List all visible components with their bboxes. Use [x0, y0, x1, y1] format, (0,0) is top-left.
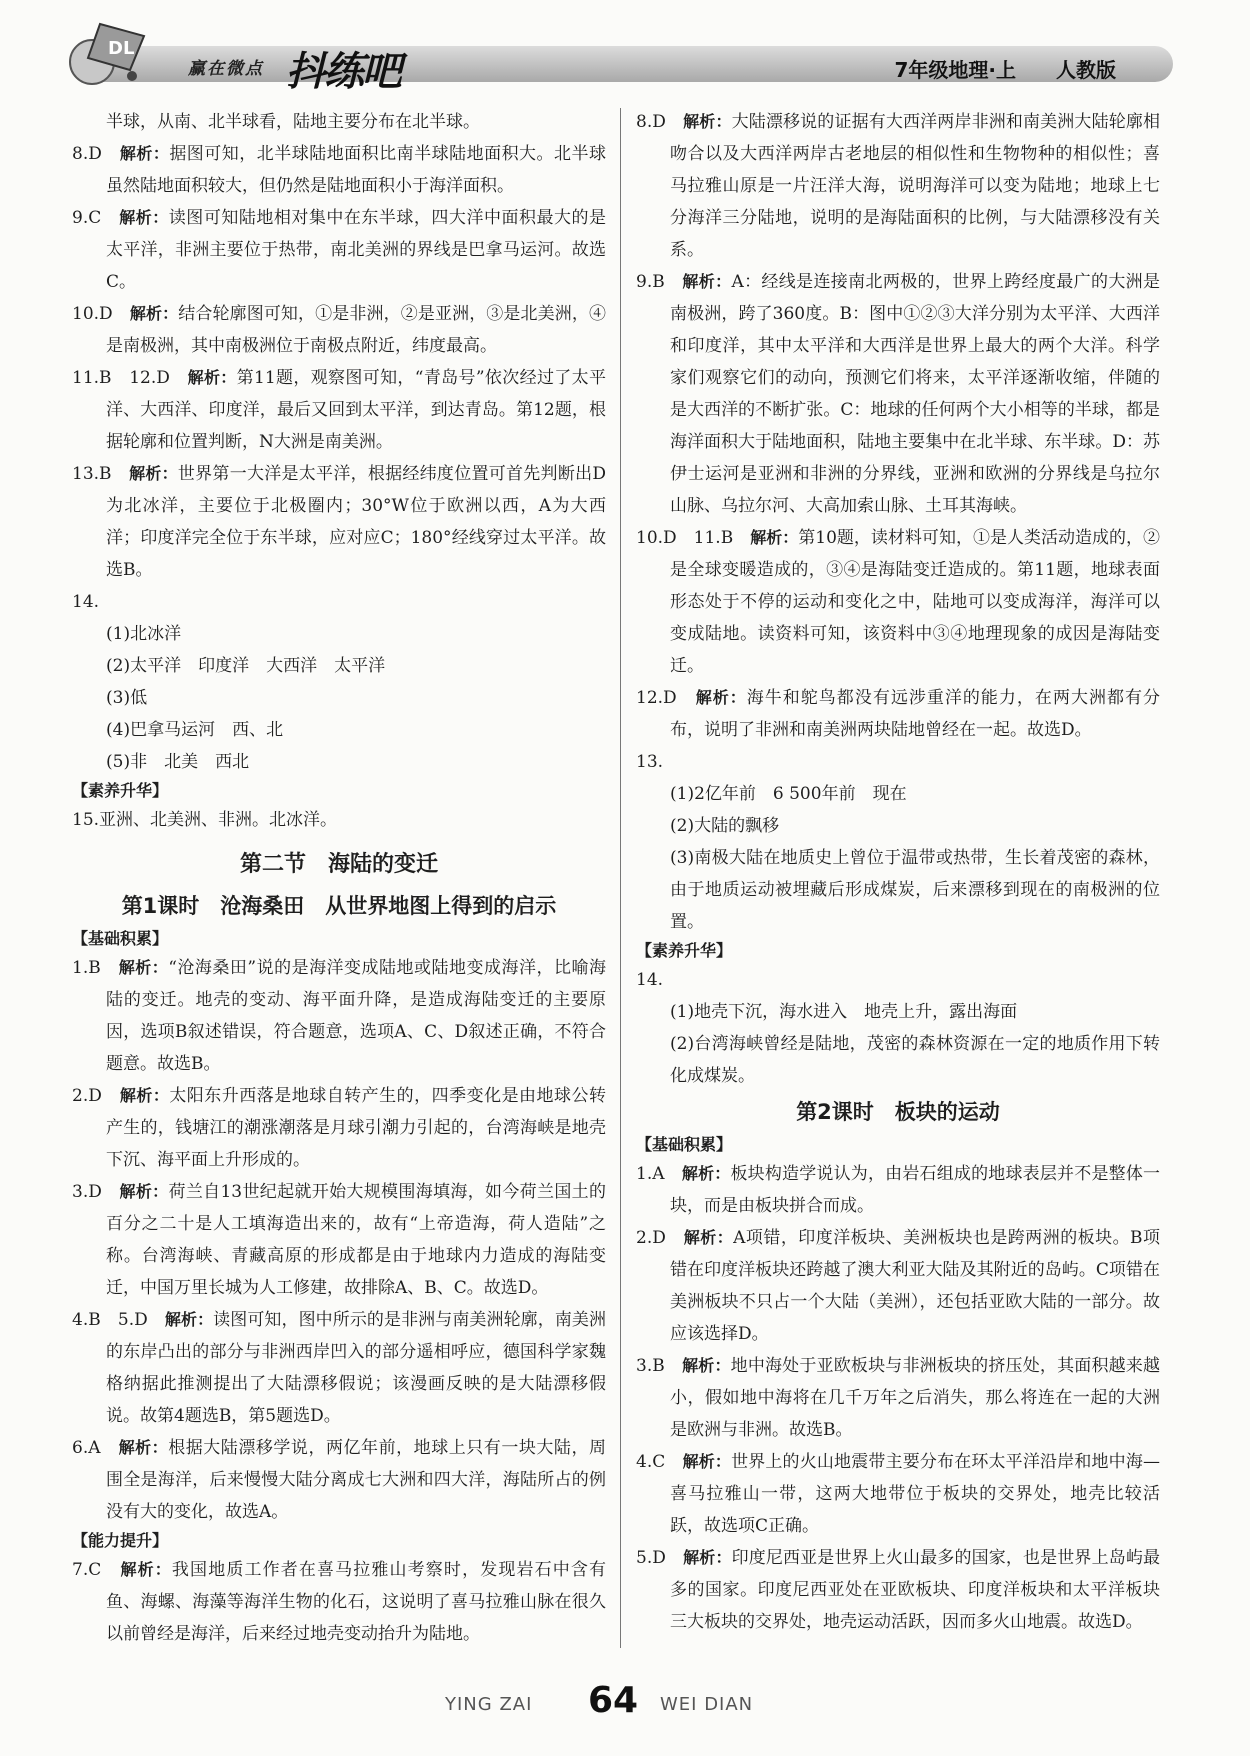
answer-text: 地中海处于亚欧板块与非洲板块的挤压处，其面积越来越小，假如地中海将在几千万年之后消失，那么将连在一起的大洲是欧洲与非洲。故选B。 [670, 1356, 1160, 1440]
answer-number: 3.D [72, 1182, 102, 1202]
answer-number: 9.B [636, 272, 665, 292]
lesson-title: 第2课时 板块的运动 [796, 1100, 1000, 1124]
answer-part: (4)巴拿马运河 西、北 [106, 720, 284, 740]
answer-text: 第11题，观察图可知，“青岛号”依次经过了太平洋、大西洋、印度洋，最后又回到太平洋，到达青岛。第12题，根据轮廓和位置判断，N大洲是南美洲。 [106, 368, 606, 452]
answer-part: (2)台湾海峡曾经是陆地，茂密的森林资源在一定的地质作用下转化成煤炭。 [670, 1034, 1160, 1086]
answer-part: (1)2亿年前 6 500年前 现在 [670, 784, 907, 804]
header-brand: 抖练吧 [286, 48, 400, 95]
footer-left: YING ZAI [445, 1694, 533, 1715]
answer-item [636, 106, 1160, 266]
answer-item [636, 1446, 1160, 1542]
answer-number: 14. [636, 970, 664, 990]
header-edition: 人教版 [1056, 58, 1116, 82]
analysis-label: 解析： [681, 1164, 731, 1183]
answer-number: 7.C [72, 1560, 102, 1580]
answer-number: 2.D [636, 1228, 666, 1248]
answer-text: “沧海桑田”说的是海洋变成陆地或陆地变成海洋，比喻海陆的变迁。地壳的变动、海平面升降，是造成海陆变迁的主要原因，选项B叙述错误，符合题意，选项A、C、D叙述正确，不符合题意。故选B。 [106, 958, 606, 1074]
analysis-label: 解析： [119, 144, 170, 163]
analysis-label: 解析： [750, 528, 799, 547]
analysis-label: 解析： [682, 272, 732, 291]
answer-text: 结合轮廓图可知，①是非洲，②是亚洲，③是北美洲，④是南极洲，其中南极洲位于南极点附近，纬度最高。 [106, 304, 606, 356]
analysis-label: 解析： [683, 1548, 732, 1567]
answer-number: 5.D [636, 1548, 666, 1568]
answer-item: 15.亚洲、北美洲、非洲。北冰洋。 [72, 810, 338, 830]
section-tag: 【素养升华】 [636, 941, 733, 960]
answer-text: 读图可知，图中所示的是非洲与南美洲轮廓，南美洲的东岸凸出的部分与非洲西岸凹入的部分遥相呼应，德国科学家魏格纳据此推测提出了大陆漂移假说；该漫画反映的是大陆漂移假说。故第4题选B，第5题选D。 [106, 1310, 607, 1426]
answer-part: (2)太平洋 印度洋 大西洋 太平洋 [106, 656, 386, 676]
answer-number: 10.D 11.B [636, 528, 734, 548]
answer-part: (1)北冰洋 [106, 624, 182, 644]
answer-item [72, 362, 606, 458]
analysis-label: 解析： [119, 1182, 169, 1201]
answer-item [636, 1222, 1160, 1350]
analysis-label: 解析： [118, 958, 169, 977]
answer-text: 世界第一大洋是太平洋，根据经纬度位置可首先判断出D为北冰洋，主要位于北极圈内；30°W位于欧洲以西，A为大西洋；印度洋完全位于东半球，应对应C；180°经线穿过太平洋。故选B。 [106, 464, 606, 580]
right-column [636, 106, 1160, 1638]
answer-item [72, 458, 606, 586]
answer-item [72, 1432, 606, 1528]
answer-text: 世界上的火山地震带主要分布在环太平洋沿岸和地中海—喜马拉雅山一带，这两大地带位于板块的交界处，地壳比较活跃，故选项C正确。 [670, 1452, 1160, 1536]
answer-number: 2.D [72, 1086, 102, 1106]
answer-item [72, 138, 606, 202]
answer-item [636, 266, 1160, 522]
header-grade: 7年级地理·上 [894, 58, 1016, 82]
answer-part: (2)大陆的飘移 [670, 816, 780, 836]
answer-item [72, 1080, 606, 1176]
analysis-label: 解析： [129, 464, 178, 483]
answer-continuation: 半球，从南、北半球看，陆地主要分布在北半球。 [106, 112, 480, 132]
answer-text: A项错，印度洋板块、美洲板块也是跨两洲的板块。B项错在印度洋板块还跨越了澳大利亚大陆及其附近的岛屿。C项错在美洲板块不只占一个大陆（美洲），还包括亚欧大陆的一部分。故应该选择D。 [670, 1228, 1160, 1344]
lesson-title: 第1课时 沧海桑田 从世界地图上得到的启示 [121, 894, 557, 918]
answer-number: 4.B 5.D [72, 1310, 148, 1330]
analysis-label: 解析： [695, 688, 747, 707]
answer-number: 14. [72, 592, 100, 612]
answer-text: 第10题，读材料可知，①是人类活动造成的，②是全球变暖造成的，③④是海陆变迁造成的。第11题，地球表面形态处于不停的运动和变化之中，陆地可以变成海洋，海洋可以变成陆地。读资料可知，该资料中③④地理现象的成因是海陆变迁。 [670, 528, 1161, 676]
answer-item [636, 522, 1160, 682]
answer-item [72, 952, 606, 1080]
answer-number: 13. [636, 752, 664, 772]
analysis-label: 解析： [118, 1438, 169, 1457]
analysis-label: 解析： [683, 112, 732, 131]
answer-text: 据图可知，北半球陆地面积比南半球陆地面积大。北半球虽然陆地面积较大，但仍然是陆地面积小于海洋面积。 [106, 144, 607, 196]
header-slogan: 赢在微点 [188, 59, 264, 79]
section-tag: 【素养升华】 [72, 781, 169, 800]
answer-number: 6.A [72, 1438, 101, 1458]
answer-text: 太阳东升西落是地球自转产生的，四季变化是由地球公转产生的，钱塘江的潮涨潮落是月球引潮力引起的，台湾海峡是地壳下沉、海平面上升形成的。 [106, 1086, 607, 1170]
answer-number: 4.C [636, 1452, 666, 1472]
answer-part: (3)南极大陆在地质史上曾位于温带或热带，生长着茂密的森林，由于地质运动被埋藏后形成煤炭，后来漂移到现在的南极洲的位置。 [670, 848, 1160, 932]
answer-item [72, 1554, 606, 1650]
analysis-label: 解析： [683, 1228, 734, 1247]
column-divider [620, 108, 621, 1648]
answer-text: 印度尼西亚是世界上火山最多的国家，也是世界上岛屿最多的国家。印度尼西亚处在亚欧板块、印度洋板块和太平洋板块三大板块的交界处，地壳运动活跃，因而多火山地震。故选D。 [670, 1548, 1161, 1632]
analysis-label: 解析： [120, 1560, 172, 1579]
section-tag: 【能力提升】 [72, 1531, 169, 1550]
answer-part: (1)地壳下沉，海水进入 地壳上升，露出海面 [670, 1002, 1018, 1022]
analysis-label: 解析： [164, 1310, 214, 1329]
answer-item [636, 1542, 1160, 1638]
answer-number: 8.D [72, 144, 102, 164]
page-number: 64 [588, 1680, 639, 1721]
answer-item [636, 682, 1160, 746]
section-title: 第二节 海陆的变迁 [239, 852, 438, 877]
answer-number: 3.B [636, 1356, 665, 1376]
brand-logo [58, 18, 154, 88]
answer-text: 板块构造学说认为，由岩石组成的地球表层并不是整体一块，而是由板块拼合而成。 [670, 1164, 1161, 1216]
answer-item [72, 298, 606, 362]
section-tag: 【基础积累】 [636, 1135, 733, 1154]
answer-text: A：经线是连接南北两极的，世界上跨经度最广的大洲是南极洲，跨了360度。B：图中①②③大洋分别为太平洋、大西洋和印度洋，其中太平洋和大西洋是世界上最大的两个大洋。科学家们观察它们的动向，预测它们将来，太平洋逐渐收缩，伴随的是大西洋的不断扩张。C：地球的任何两个大小相等的半球，都是海洋面积大于陆地面积，陆地主要集中在北半球、东半球。D：苏伊士运河是亚洲和非洲的分界线，亚洲和欧洲的分界线是乌拉尔山脉、乌拉尔河、大高加索山脉、土耳其海峡。 [670, 272, 1161, 516]
answer-item [72, 1176, 606, 1304]
answer-number: 11.B 12.D [72, 368, 170, 388]
analysis-label: 解析： [682, 1356, 731, 1375]
answer-number: 12.D [636, 688, 677, 708]
answer-text: 读图可知陆地相对集中在东半球，四大洋中面积最大的是太平洋，非洲主要位于热带，南北美洲的界线是巴拿马运河。故选C。 [106, 208, 607, 292]
analysis-label: 解析： [129, 304, 179, 323]
answer-text: 荷兰自13世纪起就开始大规模围海填海，如今荷兰国土的百分之二十是人工填海造出来的，故有“上帝造海，荷人造陆”之称。台湾海峡、青藏高原的形成都是由于地球内力造成的海陆变迁，中国万里长城为人工修建，故排除A、B、C。故选D。 [106, 1182, 606, 1298]
section-tag: 【基础积累】 [72, 929, 169, 948]
footer-right: WEI DIAN [660, 1694, 754, 1715]
answer-number: 1.B [72, 958, 101, 978]
analysis-label: 解析： [187, 368, 237, 387]
answer-item [72, 1304, 606, 1432]
analysis-label: 解析： [119, 1086, 170, 1105]
answer-part: (5)非 北美 西北 [106, 752, 250, 772]
page-footer [0, 1680, 1250, 1726]
answer-item [636, 1350, 1160, 1446]
left-column [72, 106, 606, 1650]
answer-text: 大陆漂移说的证据有大西洋两岸非洲和南美洲大陆轮廓相吻合以及大西洋两岸古老地层的相似性和生物物种的相似性；喜马拉雅山原是一片汪洋大海，说明海洋可以变为陆地；地球上七分海洋三分陆地，说明的是海陆面积的比例，与大陆漂移没有关系。 [670, 112, 1161, 260]
page-header [58, 18, 1166, 100]
answer-text: 海牛和鸵鸟都没有远涉重洋的能力，在两大洲都有分布，说明了非洲和南美洲两块陆地曾经在一起。故选D。 [670, 688, 1161, 740]
answer-number: 8.D [636, 112, 666, 132]
answer-item [636, 1158, 1160, 1222]
answer-number: 1.A [636, 1164, 665, 1184]
answer-part: (3)低 [106, 688, 148, 708]
answer-text: 根据大陆漂移学说，两亿年前，地球上只有一块大陆，周围全是海洋，后来慢慢大陆分离成七大洲和四大洋，海陆所占的例没有大的变化，故选A。 [106, 1438, 607, 1522]
answer-number: 9.C [72, 208, 102, 228]
answer-number: 10.D [72, 304, 113, 324]
answer-number: 13.B [72, 464, 112, 484]
analysis-label: 解析： [119, 208, 169, 227]
analysis-label: 解析： [682, 1452, 732, 1471]
answer-text: 我国地质工作者在喜马拉雅山考察时，发现岩石中含有鱼、海螺、海藻等海洋生物的化石，这说明了喜马拉雅山脉在很久以前曾经是海洋，后来经过地壳变动抬升为陆地。 [106, 1560, 607, 1644]
answer-item [72, 202, 606, 298]
svg-text:DL: DL [108, 38, 135, 59]
